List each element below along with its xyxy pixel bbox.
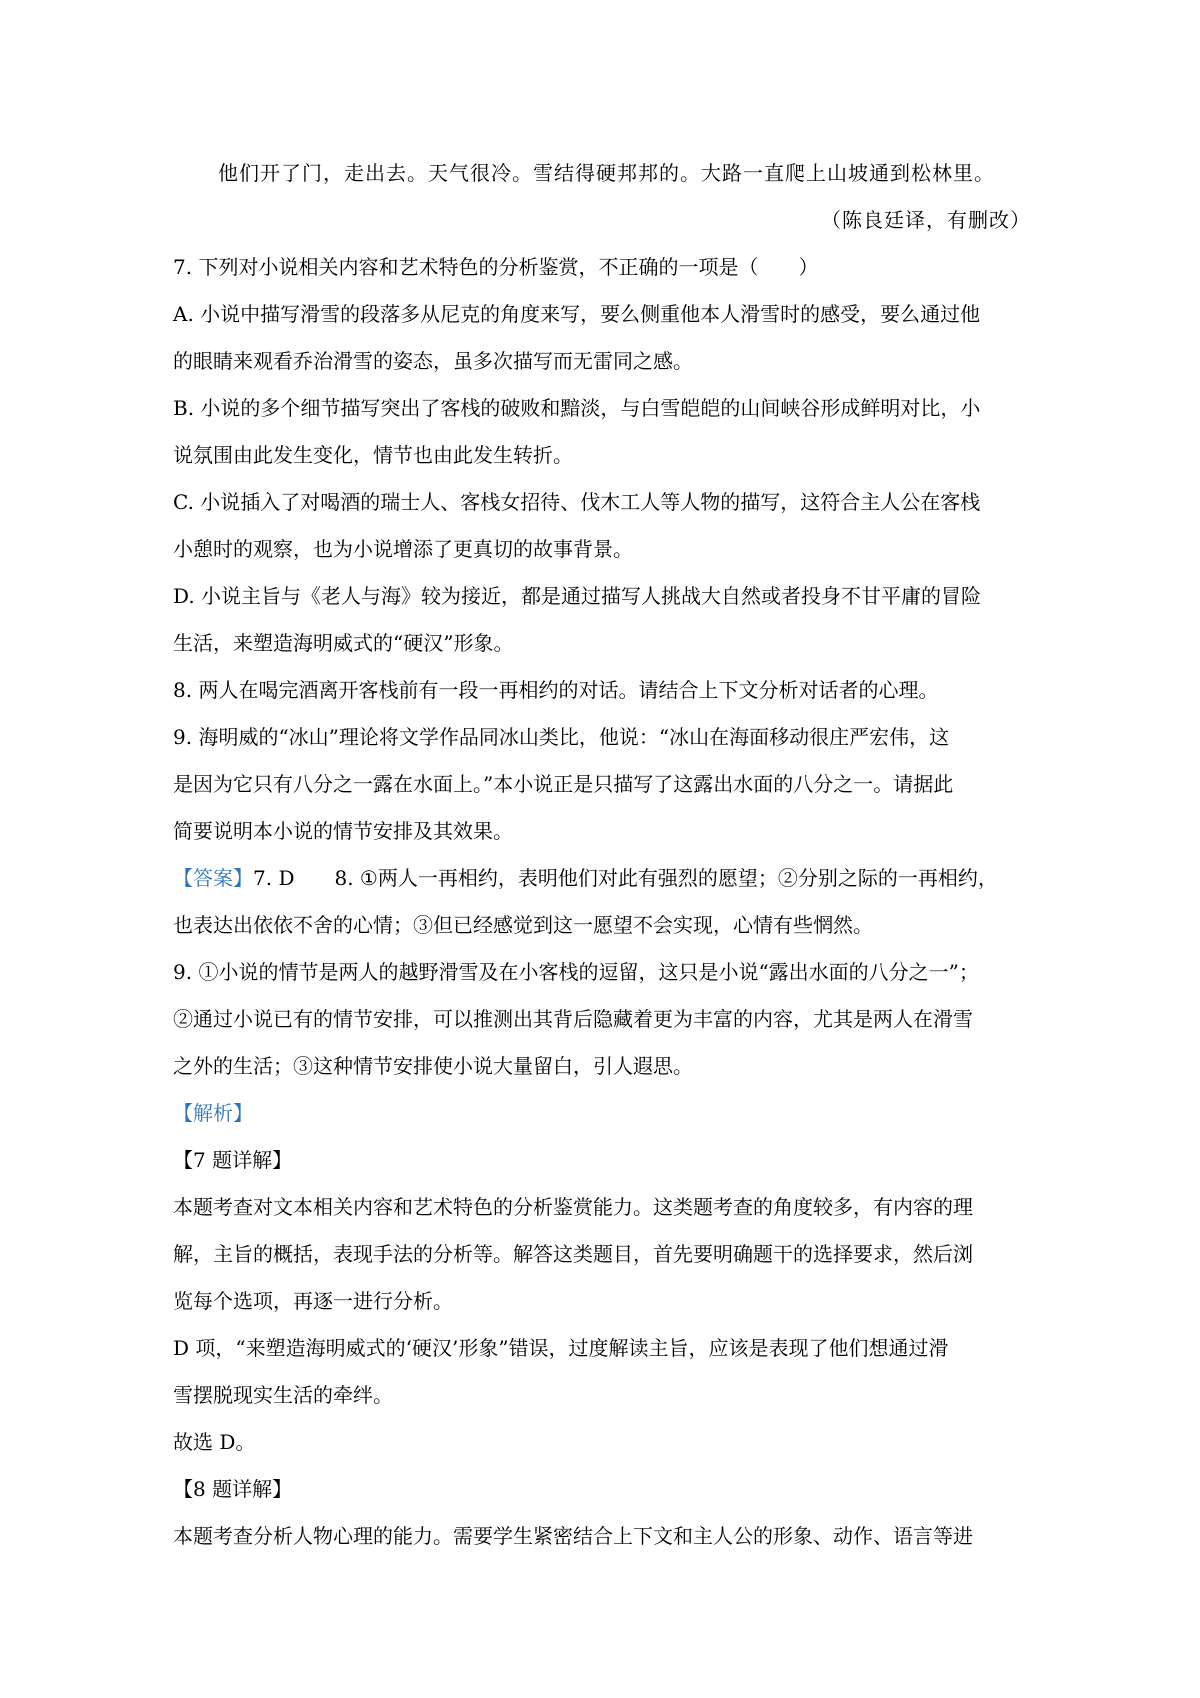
analysis-q7-body-line-1: 本题考查对文本相关内容和艺术特色的分析鉴赏能力。这类题考查的角度较多，有内容的理 [173, 1195, 973, 1219]
analysis-q7-body-line-3: 览每个选项，再逐一进行分析。 [173, 1289, 453, 1313]
question-9-line-1: 9. 海明威的“冰山”理论将文学作品同冰山类比，他说：“冰山在海面移动很庄严宏伟，这 [173, 725, 950, 749]
analysis-q8-heading: 【8 题详解】 [173, 1477, 293, 1501]
answer-q8-line-1: 8. ①两人一再相约，表明他们对此有强烈的愿望；②分别之际的一再相约， [334, 866, 998, 890]
analysis-q8-body: 本题考查分析人物心理的能力。需要学生紧密结合上下文和主人公的形象、动作、语言等进 [173, 1524, 973, 1548]
question-8: 8. 两人在喝完酒离开客栈前有一段一再相约的对话。请结合上下文分析对话者的心理。 [173, 678, 939, 702]
option-d-line-2: 生活，来塑造海明威式的“硬汉”形象。 [173, 631, 514, 655]
answer-q8-line-2: 也表达出依依不舍的心情；③但已经感觉到这一愿望不会实现，心情有些惘然。 [173, 913, 873, 937]
answer-q9-line-3: 之外的生活；③这种情节安排使小说大量留白，引人遐思。 [173, 1054, 693, 1078]
analysis-q7-d-line-1: D 项，“来塑造海明威式的‘硬汉’形象”错误，过度解读主旨，应该是表现了他们想通过滑 [173, 1336, 949, 1360]
option-a-line-1: A. 小说中描写滑雪的段落多从尼克的角度来写，要么侧重他本人滑雪时的感受，要么通过他 [173, 302, 981, 326]
analysis-q7-d-line-2: 雪摆脱现实生活的牵绊。 [173, 1383, 393, 1407]
question-9-line-3: 简要说明本小说的情节安排及其效果。 [173, 819, 513, 843]
answer-label: 【答案】 [173, 866, 253, 890]
answer-q9-line-2: ②通过小说已有的情节安排，可以推测出其背后隐藏着更为丰富的内容，尤其是两人在滑雪 [173, 1007, 973, 1031]
answer-q9-line-1: 9. ①小说的情节是两人的越野滑雪及在小客栈的逗留，这只是小说“露出水面的八分之一”； [173, 960, 979, 984]
question-7-stem: 7. 下列对小说相关内容和艺术特色的分析鉴赏，不正确的一项是（ ） [173, 255, 819, 279]
option-d-line-1: D. 小说主旨与《老人与海》较为接近，都是通过描写人挑战大自然或者投身不甘平庸的冒险 [173, 584, 982, 608]
option-a-line-2: 的眼睛来观看乔治滑雪的姿态，虽多次描写而无雷同之感。 [173, 349, 693, 373]
analysis-q7-conclusion: 故选 D。 [173, 1430, 256, 1454]
page-content [173, 150, 1033, 1560]
analysis-q7-body-line-2: 解，主旨的概括，表现手法的分析等。解答这类题目，首先要明确题干的选择要求，然后浏 [173, 1242, 973, 1266]
option-b-line-2: 说氛围由此发生变化，情节也由此发生转折。 [173, 443, 573, 467]
analysis-q7-heading: 【7 题详解】 [173, 1148, 293, 1172]
answer-line-1 [173, 855, 1033, 902]
passage-attribution: （陈良廷译，有删改） [821, 208, 1031, 232]
option-c-line-1: C. 小说插入了对喝酒的瑞士人、客栈女招待、伐木工人等人物的描写，这符合主人公在客栈 [173, 490, 981, 514]
option-c-line-2: 小憩时的观察，也为小说增添了更真切的故事背景。 [173, 537, 633, 561]
question-9-line-2: 是因为它只有八分之一露在水面上。”本小说正是只描写了这露出水面的八分之一。请据此 [173, 772, 954, 796]
analysis-label: 【解析】 [173, 1101, 253, 1125]
option-b-line-1: B. 小说的多个细节描写突出了客栈的破败和黯淡，与白雪皑皑的山间峡谷形成鲜明对比，小 [173, 396, 981, 420]
passage-closing-line: 他们开了门，走出去。天气很冷。雪结得硬邦邦的。大路一直爬上山坡通到松林里。 [218, 161, 995, 185]
answer-q7: 7. D [253, 866, 295, 890]
